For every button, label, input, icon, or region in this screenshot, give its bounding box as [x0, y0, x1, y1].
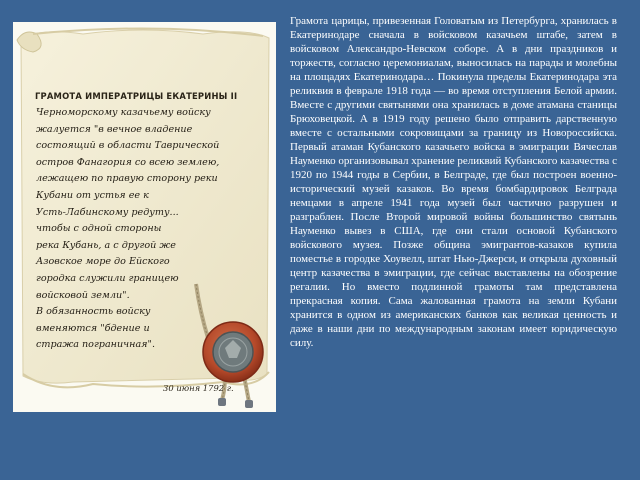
decree-date: 30 июня 1792 г.	[163, 383, 234, 393]
decree-line: вменяются "бдение и	[36, 322, 150, 334]
decree-line: Усть-Лабинскому редуту...	[36, 206, 179, 218]
decree-title: ГРАМОТА ИМПЕРАТРИЦЫ ЕКАТЕРИНЫ II	[35, 91, 238, 101]
decree-text	[36, 105, 236, 354]
history-text: Грамота царицы, привезенная Головатым из Петербурга, хранилась в Екатеринодаре сначала в войсковом казачьем штабе, затем в войсковом Александро-Невском соборе. А в дни праздников и торжеств, согласно церемониалам, выносилась на парады и молебны на площадях Екатеринодара… Покинула пределы Екатеринодара эта реликвия в феврале 1918 года — во время отступления Белой армии. Вместе с другими святынями она хранилась в доме атамана станицы Брюховецкой. А в 1919 году решено было отправить дарственную вместе с остальными сокровищами за границу из Новороссийска. Первый атаман Кубанского казачьего войска в эмиграции Вячеслав Науменко организовывал хранение реликвий Кубанского казачества с 1920 по 1944 годы в Сербии, в Белграде, где был построен военно-исторический музей казаков. Во время бомбардировок Белграда немцами в апреле 1941 года музей был частично разрушен и разграблен. После Второй мировой войны большинство святынь Науменко вывез в США, где они стали основой Кубанского войскового музея. Позже община эмигрантов-казаков купила поместье в городке Хоувелл, штат Нью-Джерси, и открыла духовный центр казачества в эмиграции, где сейчас выставлены на обозрение регалии. Но вместо подлинной грамоты там представлена прекрасная копия. Сама жалованная грамота на земли Кубани хранится в одном из американских банков как великая ценность и даже в наши дни по международным законам имеет юридическую силу.	[290, 15, 617, 349]
decree-line: войсковой земли".	[36, 289, 130, 301]
decree-line: стража пограничная".	[36, 339, 155, 351]
decree-line: Черноморскому казачьему войску	[36, 107, 211, 118]
decree-line: Кубани от устья ее к	[36, 189, 149, 201]
decree-line: лежащею по правую сторону реки	[36, 173, 218, 185]
decree-line: река Кубань, а с другой же	[36, 239, 176, 251]
decree-line: чтобы с одной стороны	[36, 223, 162, 235]
decree-line: жалуется "в вечное владение	[36, 123, 193, 135]
decree-line: остров Фанагория со всею землею,	[36, 156, 220, 168]
decree-line: Азовское море до Ейского	[36, 256, 170, 268]
decree-line: В обязанность войску	[36, 306, 151, 318]
decree-line: городка служили границею	[36, 272, 179, 284]
decree-line: состоящий в области Таврической	[36, 140, 220, 152]
decree-illustration	[13, 22, 276, 412]
